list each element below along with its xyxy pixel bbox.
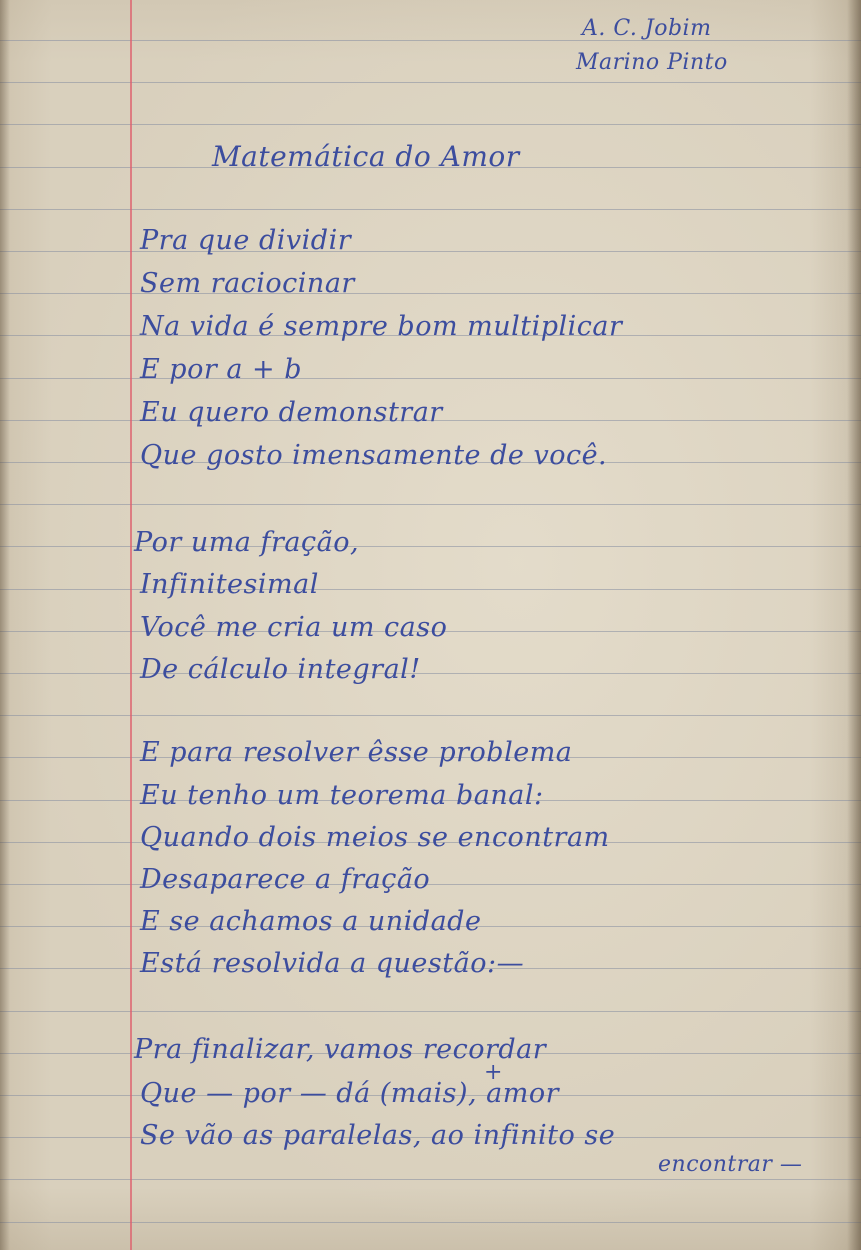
verse-line: E por a + b xyxy=(140,354,302,385)
verse-line: Desaparece a fração xyxy=(140,864,431,895)
verse-line: Sem raciocinar xyxy=(140,268,355,299)
verse-line: Por uma fração, xyxy=(134,527,360,558)
verse-line: Eu quero demonstrar xyxy=(140,397,443,428)
verse-line: E se achamos a unidade xyxy=(140,906,482,937)
author-line-2: Marino Pinto xyxy=(576,50,728,75)
verse-line: Está resolvida a questão:— xyxy=(140,948,525,979)
verse-line: E para resolver êsse problema xyxy=(140,737,573,768)
page-title: Matemática do Amor xyxy=(212,140,520,173)
margin-line xyxy=(130,0,132,1250)
verse-line: Pra finalizar, vamos recordar xyxy=(134,1034,547,1065)
verse-line: Que — por — dá (mais), amor xyxy=(140,1078,560,1109)
verse-line: Quando dois meios se encontram xyxy=(140,822,610,853)
verse-line: Se vão as paralelas, ao infinito se xyxy=(140,1120,616,1151)
left-edge-shadow xyxy=(0,0,10,1250)
verse-line: Que gosto imensamente de você. xyxy=(140,440,608,471)
verse-line: Na vida é sempre bom multiplicar xyxy=(140,311,623,342)
plus-mark: + xyxy=(484,1060,503,1085)
verse-line: Você me cria um caso xyxy=(140,612,448,643)
verse-line: De cálculo integral! xyxy=(140,654,421,685)
verse-line: Infinitesimal xyxy=(140,569,319,600)
verse-continuation: encontrar — xyxy=(658,1152,803,1177)
right-edge-shadow xyxy=(847,0,861,1250)
verse-line: Pra que dividir xyxy=(140,225,352,256)
author-line-1: A. C. Jobim xyxy=(582,16,712,41)
verse-line: Eu tenho um teorema banal: xyxy=(140,780,544,811)
